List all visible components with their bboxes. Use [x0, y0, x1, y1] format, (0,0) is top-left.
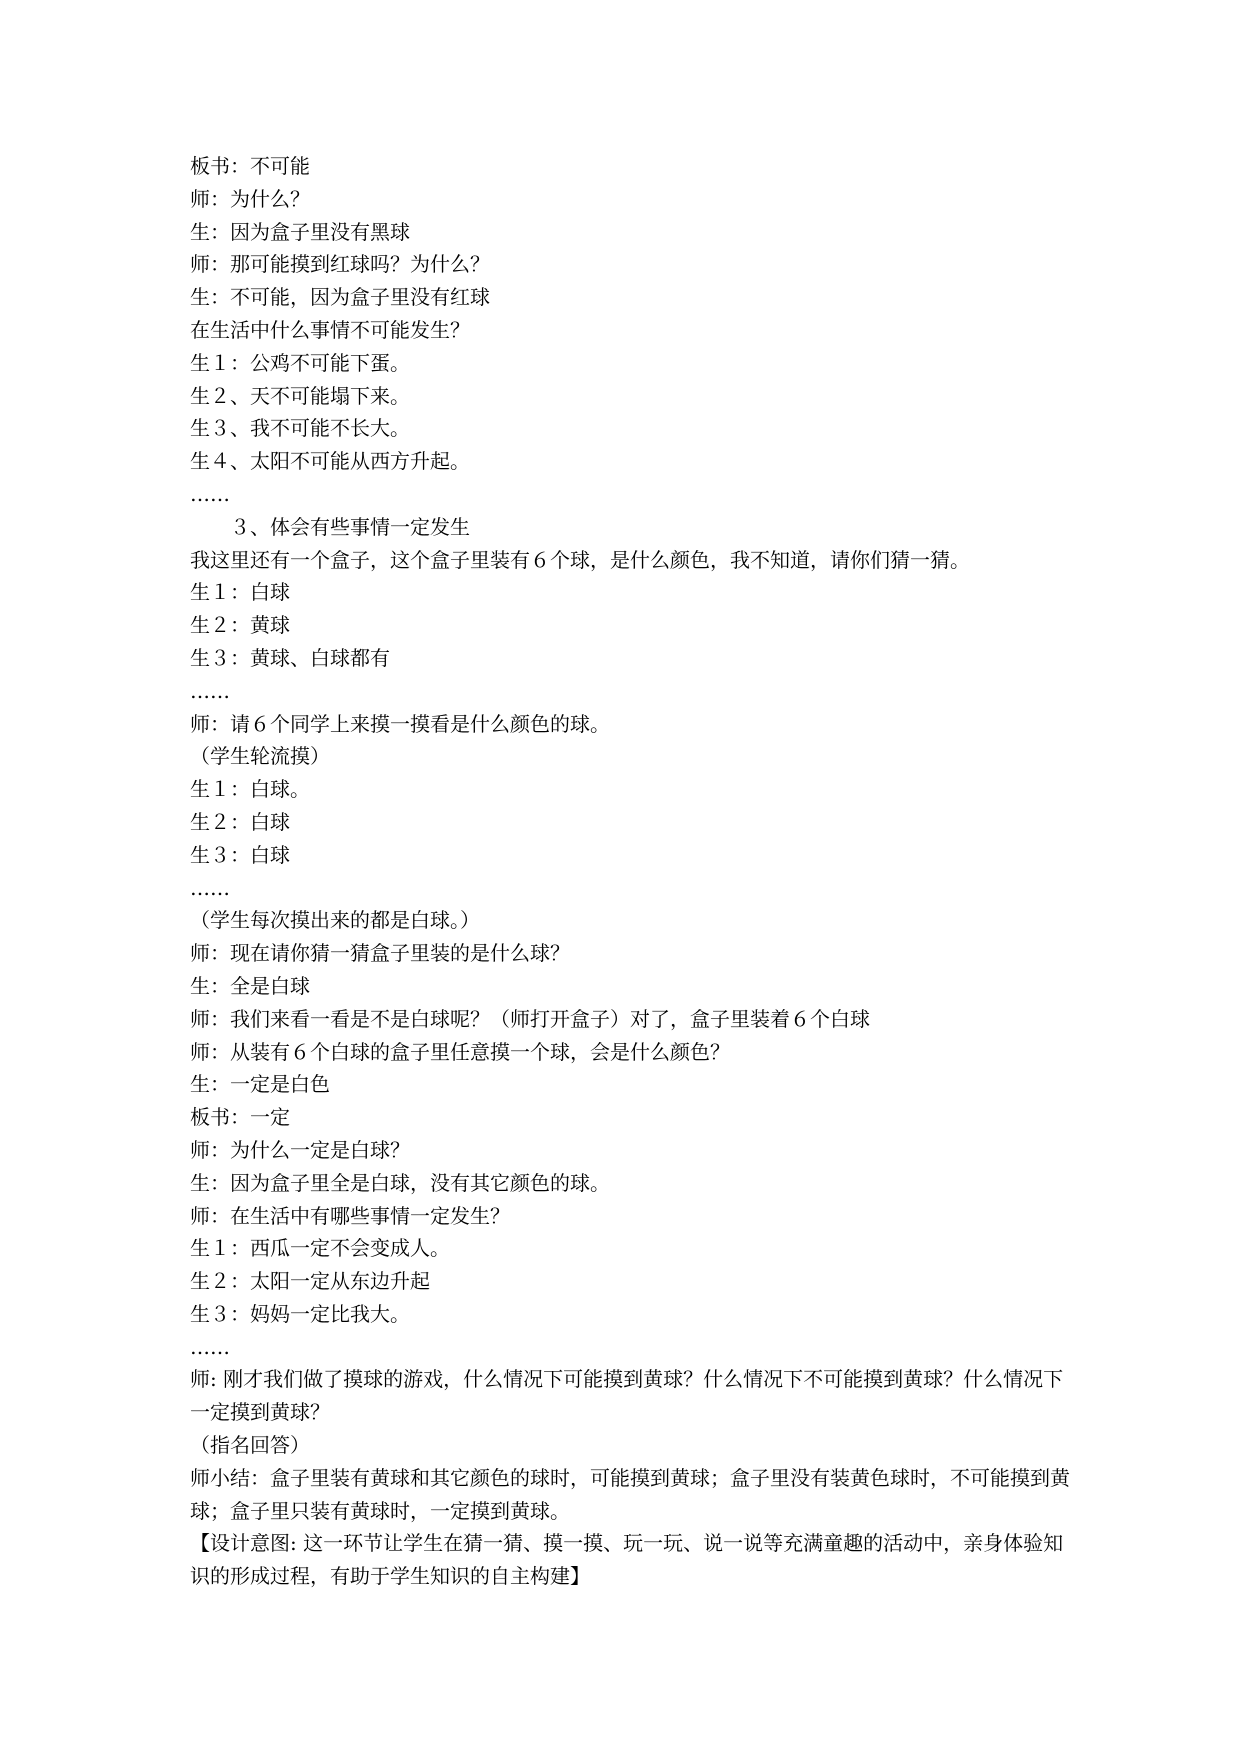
text-line: 生：全是白球 — [190, 973, 310, 998]
ellipsis-line: …… — [190, 1334, 230, 1359]
text-line: 板书：不可能 — [190, 154, 310, 178]
summary-paragraph: 师小结：盒子里装有黄球和其它颜色的球时，可能摸到黄球；盒子里没有装黄色球时，不可能摸到黄球；盒子里只装有黄球时，一定摸到黄球。 — [190, 1465, 1070, 1523]
text-line: 生２：白球 — [190, 809, 290, 834]
text-line: 生３：妈妈一定比我大。 — [190, 1301, 410, 1326]
question-paragraph: 师: 刚才我们做了摸球的游戏，什么情况下可能摸到黄球？什么情况下不可能摸到黄球？什么情况下一定摸到黄球？ — [190, 1367, 1064, 1425]
text-line: 生１：西瓜一定不会变成人。 — [190, 1236, 450, 1261]
text-line: 生：一定是白色 — [190, 1072, 330, 1097]
text-line: （学生每次摸出来的都是白球。） — [190, 908, 480, 933]
text-line: 生３：黄球、白球都有 — [190, 645, 390, 670]
text-line: 板书：一定 — [190, 1105, 290, 1130]
ellipsis-line: …… — [190, 481, 230, 506]
text-line: 在生活中什么事情不可能发生？ — [190, 317, 470, 342]
text-line: （学生轮流摸） — [190, 744, 330, 769]
text-line: 师：现在请你猜一猜盒子里装的是什么球？ — [190, 941, 570, 966]
answer-note: （指名回答） — [190, 1433, 310, 1458]
text-line: 师：在生活中有哪些事情一定发生？ — [190, 1203, 510, 1228]
text-line: 生１：公鸡不可能下蛋。 — [190, 350, 410, 375]
text-line: 生２、天不可能塌下来。 — [190, 383, 410, 408]
text-line: 生：因为盒子里全是白球，没有其它颜色的球。 — [190, 1170, 610, 1195]
text-line: 师：为什么？ — [190, 186, 310, 211]
text-line: 生：不可能，因为盒子里没有红球 — [190, 285, 490, 310]
text-line: 师：从装有６个白球的盒子里任意摸一个球，会是什么颜色？ — [190, 1039, 730, 1064]
ellipsis-line: …… — [190, 875, 230, 900]
design-intent-paragraph: 【设计意图: 这一环节让学生在猜一猜、摸一摸、玩一玩、说一说等充满童趣的活动中，亲身体验知识的形成过程，有助于学生知识的自主构建】 — [190, 1531, 1064, 1589]
text-line: 生：因为盒子里没有黑球 — [190, 219, 410, 244]
text-line: 生３：白球 — [190, 842, 290, 867]
ellipsis-line: …… — [190, 678, 230, 703]
text-line: 师：那可能摸到红球吗？为什么？ — [190, 252, 490, 277]
text-line: 师：请６个同学上来摸一摸看是什么颜色的球。 — [190, 711, 610, 736]
text-line: 生３、我不可能不长大。 — [190, 416, 410, 441]
text-line: 生２：黄球 — [190, 613, 290, 638]
text-line: 生２：太阳一定从东边升起 — [190, 1269, 430, 1294]
text-line: 师：为什么一定是白球？ — [190, 1137, 410, 1162]
text-line: 生１：白球。 — [190, 777, 310, 802]
text-line: 生４、太阳不可能从西方升起。 — [190, 449, 470, 474]
text-line: 生１：白球 — [190, 580, 290, 605]
section-heading: ３、体会有些事情一定发生 — [230, 514, 470, 539]
text-line: 师：我们来看一看是不是白球呢？（师打开盒子）对了，盒子里装着６个白球 — [190, 1006, 870, 1031]
text-line: 我这里还有一个盒子，这个盒子里装有６个球，是什么颜色，我不知道，请你们猜一猜。 — [190, 547, 970, 572]
document-body — [190, 150, 1070, 1593]
